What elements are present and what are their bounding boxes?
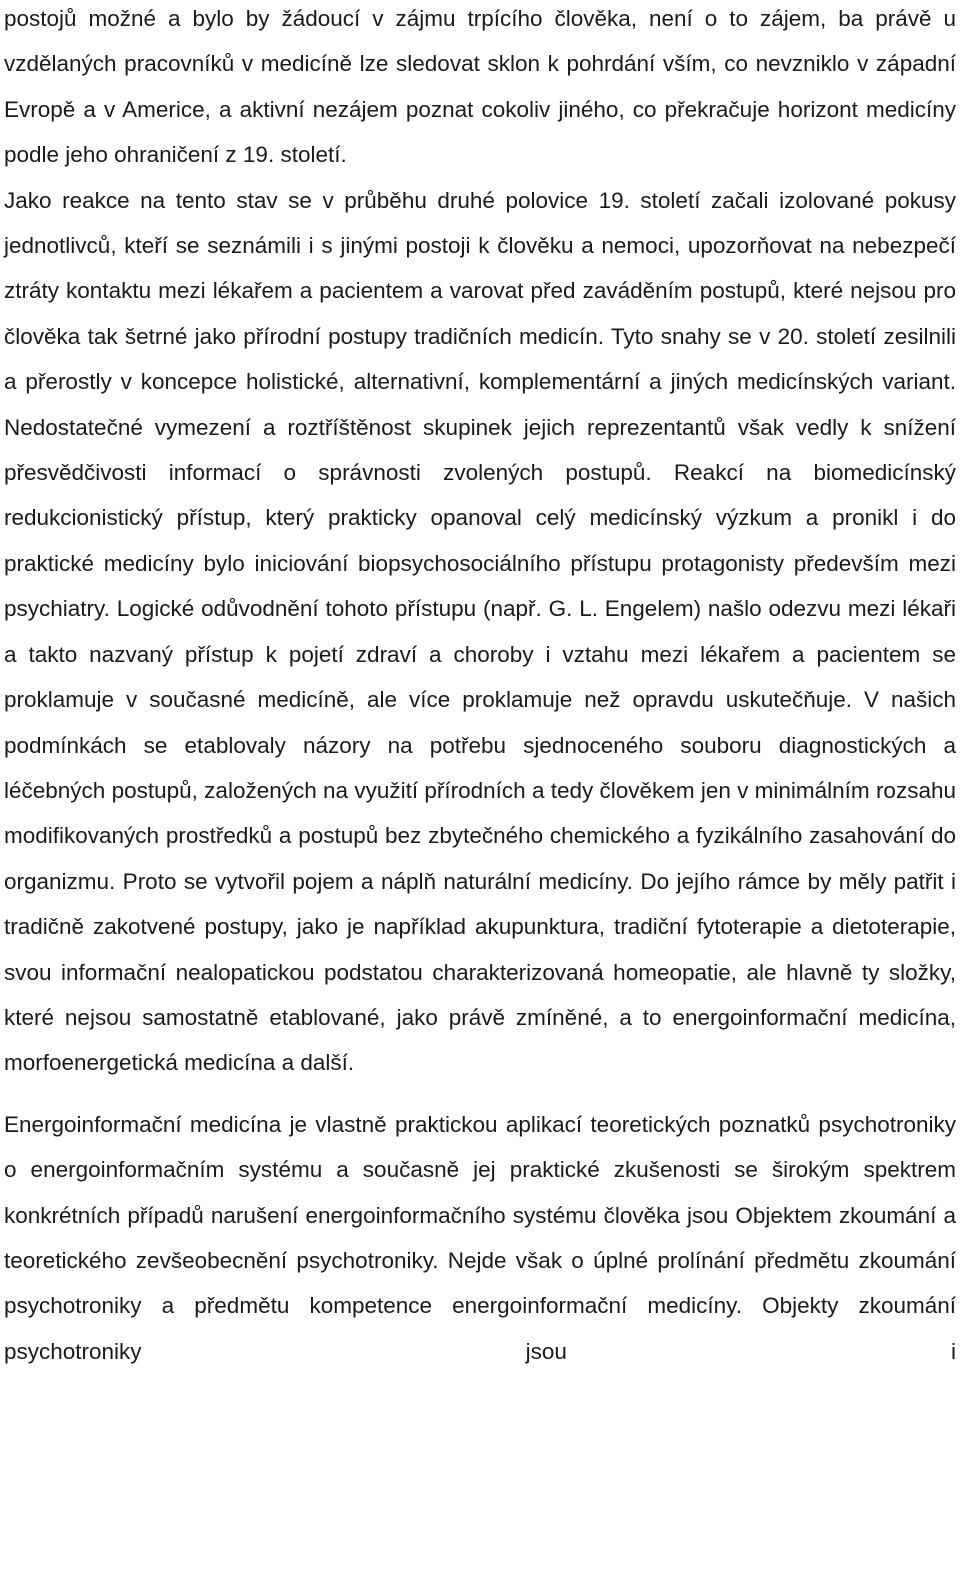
- document-page: [4, 0, 956, 1374]
- paragraph-2: Jako reakce na tento stav se v průběhu druhé polovice 19. století začali izolované pokusy jednotlivců, kteří se seznámili i s jinými postoji k člověku a nemoci, upozorňovat na nebezpečí ztráty kontaktu mezi lékařem a pacientem a varovat před zaváděním postupů, které nejsou pro člověka tak šetrné jako přírodní postupy tradičních medicín. Tyto snahy se v 20. století zesilnili a přerostly v koncepce holistické, alternativní, komplementární a jiných medicínských variant. Nedostatečné vymezení a roztříštěnost skupinek jejich reprezentantů však vedly k snížení přesvědčivosti informací o správnosti zvolených postupů. Reakcí na biomedicínský redukcionistický přístup, který prakticky opanoval celý medicínský výzkum a pronikl i do praktické medicíny bylo iniciování biopsychosociálního přístupu protagonisty především mezi psychiatry. Logické odůvodnění tohoto přístupu (např. G. L. Engelem) našlo odezvu mezi lékaři a takto nazvaný přístup k pojetí zdraví a choroby i vztahu mezi lékařem a pacientem se proklamuje v současné medicíně, ale více proklamuje než opravdu uskutečňuje. V našich podmínkách se etablovaly názory na potřebu sjednoceného souboru diagnostických a léčebných postupů, založených na využití přírodních a tedy člověkem jen v minimálním rozsahu modifikovaných prostředků a postupů bez zbytečného chemického a fyzikálního zasahování do organizmu. Proto se vytvořil pojem a náplň naturální medicíny. Do jejího rámce by měly patřit i tradičně zakotvené postupy, jako je například akupunktura, tradiční fytoterapie a dietoterapie, svou informační nealopatickou podstatou charakterizovaná homeopatie, ale hlavně ty složky, které nejsou samostatně etablované, jako právě zmíněné, a to energoinformační medicína, morfoenergetická medicína a další.: [4, 187, 956, 1076]
- paragraph-1: postojů možné a bylo by žádoucí v zájmu trpícího člověka, není o to zájem, ba právě u vzdělaných pracovníků v medicíně lze sledovat sklon k pohrdání vším, co nevzniklo v západní Evropě a v Americe, a aktivní nezájem poznat cokoliv jiného, co překračuje horizont medicíny podle jeho ohraničení z 19. století.: [4, 6, 956, 168]
- paragraph-3: Energoinformační medicína je vlastně praktickou aplikací teoretických poznatků psychotroniky o energoinformačním systému a současně jej praktické zkušenosti se širokým spektrem konkrétních případů narušení energoinformačního systému člověka jsou Objektem zkoumání a teoretického zevšeobecnění psychotroniky. Nejde však o úplné prolínání předmětu zkoumání psychotroniky a předmětu kompetence energoinformační medicíny. Objekty zkoumání psychotroniky jsou i: [4, 1111, 956, 1364]
